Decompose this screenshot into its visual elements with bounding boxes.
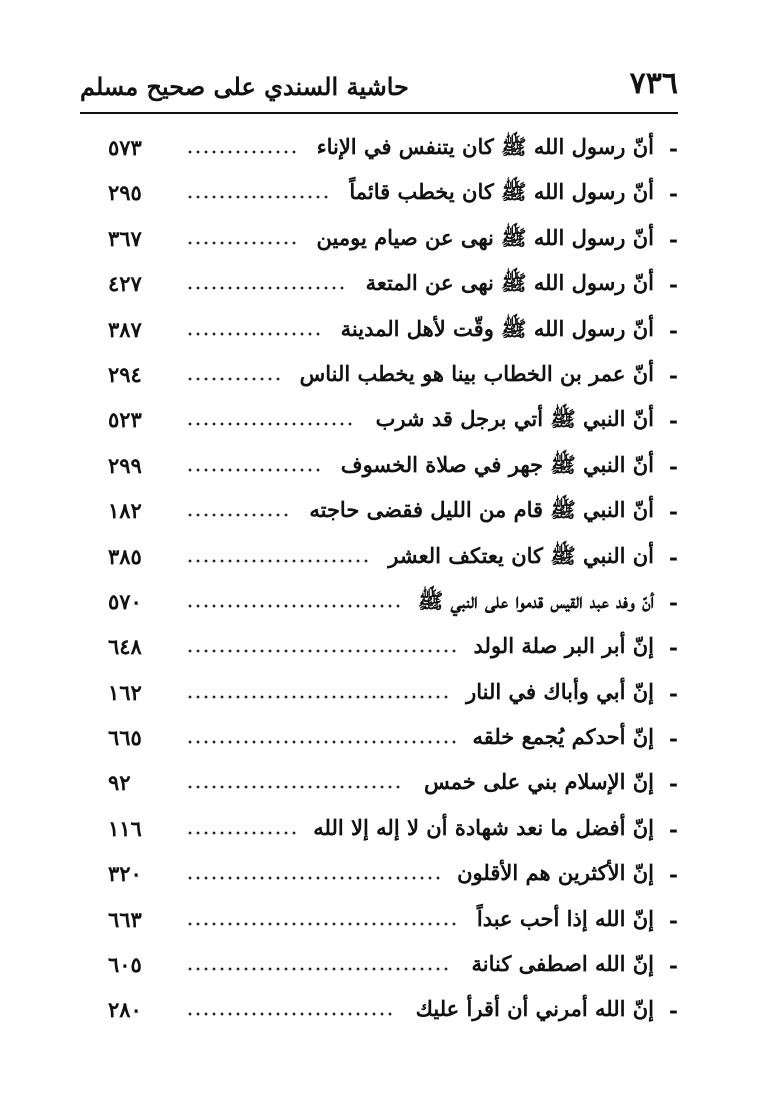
entry-page-number: ٢٨٠ <box>108 997 142 1023</box>
entry-dash: - <box>668 544 678 571</box>
index-entry <box>100 675 678 720</box>
entry-dash: - <box>668 771 678 798</box>
entry-page-number: ١١٦ <box>108 815 142 841</box>
entry-text: إنّ الله إذا أحب عبداً <box>476 905 654 931</box>
entry-dash: - <box>668 953 678 980</box>
index-entry <box>100 221 678 266</box>
entry-text: أنّ النبي ﷺ قام من الليل فقضى حاجته <box>309 497 654 523</box>
dot-leader <box>186 600 402 612</box>
entry-dash: - <box>668 680 678 707</box>
entry-dash: - <box>668 408 678 435</box>
entry-page-number: ١٦٢ <box>108 679 142 705</box>
index-entry <box>100 312 678 357</box>
entry-dash: - <box>668 136 678 162</box>
entry-page-number: ٢٩٥ <box>108 180 142 206</box>
index-entry <box>100 448 678 493</box>
header-divider <box>80 112 678 114</box>
entry-text: إنّ الله اصطفى كنانة <box>471 951 654 977</box>
entry-text: أنّ النبي ﷺ أتي برجل قد شرب <box>375 406 654 432</box>
entry-dash: - <box>668 272 678 299</box>
entry-page-number: ٩٢ <box>108 770 131 796</box>
entry-text: إنّ أبر البر صلة الولد <box>473 633 654 659</box>
dot-leader <box>186 645 458 657</box>
entry-page-number: ٦٠٥ <box>108 952 142 978</box>
dot-leader <box>186 1008 394 1020</box>
entry-text: أنّ عمر بن الخطاب بينا هو يخطب الناس <box>299 360 654 386</box>
entry-page-number: ١٨٢ <box>108 498 142 524</box>
index-entry <box>100 175 678 220</box>
entry-dash: - <box>668 816 678 843</box>
entry-text: إنّ الإسلام بني على خمس <box>423 769 654 795</box>
entry-page-number: ٤٢٧ <box>108 271 142 297</box>
index-entry <box>100 992 678 1037</box>
dot-leader <box>186 282 346 294</box>
entry-page-number: ٥٢٣ <box>108 407 142 433</box>
entry-page-number: ٦٤٨ <box>108 634 142 660</box>
dot-leader <box>186 918 458 930</box>
entry-page-number: ٣٦٧ <box>108 225 142 251</box>
index-entry <box>100 539 678 584</box>
dot-leader <box>186 736 458 748</box>
entry-text: إنّ أفضل ما نعد شهادة أن لا إله إلا الله <box>313 814 654 840</box>
dot-leader <box>186 827 298 839</box>
entry-dash: - <box>668 862 678 889</box>
index-entry <box>100 765 678 810</box>
entry-text: إنّ أحدكم يُجمع خلقه <box>472 724 654 750</box>
entry-page-number: ٢٩٩ <box>108 452 142 478</box>
index-entry <box>100 493 678 538</box>
entry-page-number: ٥٧٠ <box>108 588 142 614</box>
index-entry <box>100 266 678 311</box>
dot-leader <box>186 781 402 793</box>
index-entry <box>100 902 678 947</box>
index-entry <box>100 584 678 629</box>
dot-leader <box>186 328 322 340</box>
entry-text: إنّ أبي وأباك في النار <box>466 678 654 704</box>
dot-leader <box>186 555 370 567</box>
dot-leader <box>186 237 298 249</box>
entry-dash: - <box>668 317 678 344</box>
dot-leader <box>186 191 330 203</box>
entry-text: أنّ رسول الله ﷺ وقّت لأهل المدينة <box>340 315 654 341</box>
entry-dash: - <box>668 453 678 480</box>
book-title: حاشية السندي على صحيح مسلم <box>80 72 409 101</box>
entry-dash: - <box>668 726 678 753</box>
index-entry <box>100 856 678 901</box>
entry-text: أنّ رسول الله ﷺ نهى عن صيام يومين <box>316 224 654 250</box>
entry-dash: - <box>668 589 678 616</box>
dot-leader <box>186 691 450 703</box>
dot-leader <box>186 418 354 430</box>
entry-dash: - <box>668 998 678 1025</box>
entry-text: أنّ النبي ﷺ جهر في صلاة الخسوف <box>340 451 654 477</box>
entry-dash: - <box>668 635 678 662</box>
entry-text: أنّ رسول الله ﷺ نهى عن المتعة <box>365 270 654 296</box>
entry-page-number: ٣٨٥ <box>108 543 142 569</box>
entry-text: إنّ الأكثرين هم الأقلون <box>457 860 654 886</box>
index-entry <box>100 629 678 674</box>
index-entry <box>100 811 678 856</box>
entry-page-number: ٣٢٠ <box>108 861 142 887</box>
entry-text: أنّ وفد عبد القيس قدموا على النبي ﷺ <box>417 587 654 613</box>
entry-page-number: ٢٩٤ <box>108 361 142 387</box>
entry-dash: - <box>668 226 678 253</box>
page-number: ٧٣٦ <box>629 66 678 101</box>
entry-text: أنّ رسول الله ﷺ كان يتنفس في الإناء <box>316 134 654 159</box>
entry-dash: - <box>668 907 678 934</box>
entry-page-number: ٥٧٣ <box>108 135 142 160</box>
index-entry <box>100 947 678 992</box>
entry-text: أن النبي ﷺ كان يعتكف العشر <box>388 542 654 568</box>
entry-text: إنّ الله أمرني أن أقرأ عليك <box>415 996 654 1022</box>
dot-leader <box>186 464 322 476</box>
dot-leader <box>186 963 450 975</box>
dot-leader <box>186 872 442 884</box>
running-header <box>80 60 678 112</box>
entry-text: أنّ رسول الله ﷺ كان يخطب قائماً <box>349 179 654 205</box>
index-entry <box>100 402 678 447</box>
entry-page-number: ٣٨٧ <box>108 316 142 342</box>
dot-leader <box>186 509 290 521</box>
index-entry <box>100 357 678 402</box>
index-entry <box>100 720 678 765</box>
dot-leader <box>186 146 298 158</box>
entry-page-number: ٦٦٣ <box>108 906 142 932</box>
index-entry <box>100 130 678 175</box>
entry-page-number: ٦٦٥ <box>108 725 142 751</box>
entry-dash: - <box>668 499 678 526</box>
entry-dash: - <box>668 362 678 389</box>
hadith-index-list <box>100 130 678 1038</box>
dot-leader <box>186 373 282 385</box>
entry-dash: - <box>668 181 678 208</box>
